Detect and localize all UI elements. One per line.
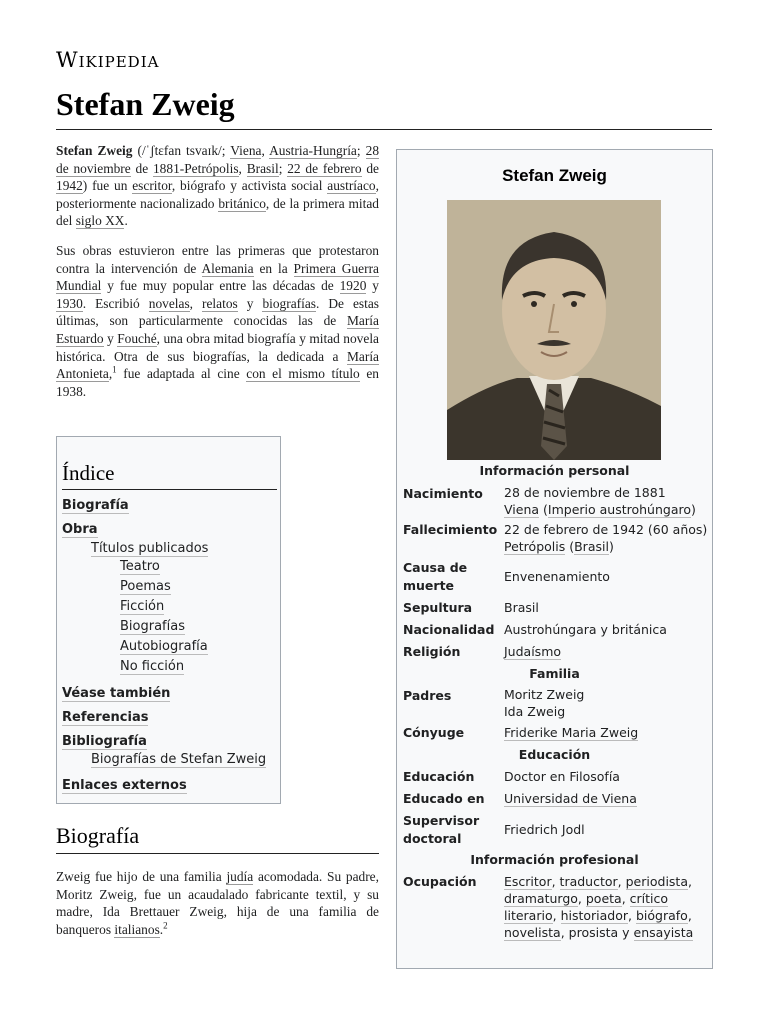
page-title: Stefan Zweig [56,86,712,130]
link-viena[interactable]: Viena [230,143,262,158]
portrait-photo[interactable] [447,200,661,460]
toc-item-biografia[interactable]: Biografía [62,498,129,513]
biography-paragraph: Zweig fue hijo de una familia judía acomodada. Su padre, Moritz Zweig, fue un acaudalado fabricante textil, y su madre, Ida Brettauer Zweig, hija de una familia de banqueros italianos.$^2$ [56,869,379,937]
link-critico-literario[interactable]: crítico literario [504,891,669,923]
link-judaismo[interactable]: Judaísmo [504,644,562,659]
link-fouche[interactable]: Fouché [117,330,157,346]
toc-item-teatro[interactable]: Teatro [120,559,160,574]
link-britanico[interactable]: británico [218,195,266,211]
value-nacionalidad: Austrohúngara y británica [504,622,667,637]
intro-paragraph-1: Stefan Zweig (/ˈʃtɛfan tsvaɪk/; Viena, Austria-Hungría; 28 de noviembre de 1881-Petrópolis, Brasil; 22 de febrero de 1942) fue un escritor, biógrafo y activista social austríaco, posteriormente nacionalizado británico, de la primera mitad del siglo XX. [56,143,380,229]
label-causa-de-muerte: Causa de muerte [403,560,468,593]
ipa-pronunciation[interactable]: /ˈʃtɛfan tsvaɪk/ [141,143,222,158]
link-austriaco[interactable]: austríaco [327,178,376,194]
value-causa-de-muerte: Envenenamiento [504,569,610,584]
link-maria-estuardo[interactable]: María Estuardo [56,313,379,346]
link-escritor[interactable]: escritor [132,178,172,194]
link-austria-hungria[interactable]: Austria-Hungría [269,143,357,158]
label-ocupacion: Ocupación [403,874,477,889]
section-familia: Familia [529,666,580,681]
link-escritor-occ[interactable]: Escritor [504,874,552,889]
link-universidad-de-viena[interactable]: Universidad de Viena [504,791,637,806]
label-conyuge: Cónyuge [403,725,465,740]
value-educado-en [504,790,709,807]
value-padres: Moritz Zweig Ida Zweig [504,687,585,719]
section-educacion: Educación [518,747,591,762]
link-judia[interactable]: judía [226,869,254,884]
label-nacimiento: Nacimiento [403,486,483,501]
section-informacion-profesional: Información profesional [470,852,639,867]
label-supervisor-doctoral: Supervisor doctoral [403,813,480,846]
link-periodista[interactable]: periodista [625,874,688,889]
link-death-year[interactable]: 1942 [56,178,83,194]
infobox-title: Stefan Zweig [502,166,607,185]
subject-name: Stefan Zweig [56,143,133,158]
intro-text [56,142,379,412]
value-religion [504,643,709,660]
link-imperio-austrohungaro[interactable]: Imperio austrohúngaro [547,502,691,517]
link-italianos[interactable]: italianos [114,921,160,937]
link-dramaturgo[interactable]: dramaturgo [504,891,578,906]
label-padres: Padres [403,688,452,703]
toc-item-biografias[interactable]: Biografías [120,619,185,634]
link-birth-year[interactable]: 1881-Petrópolis [152,160,239,176]
reference-1[interactable]: 1 [112,364,117,375]
link-novelista[interactable]: novelista [504,925,561,940]
value-nacimiento: 28 de noviembre de 1881 Viena (Imperio austrohúngaro) [504,485,696,517]
link-poeta[interactable]: poeta [585,891,622,906]
section-heading-biografia: Biografía [56,823,379,854]
link-siglo-xx[interactable]: siglo XX [75,213,125,229]
value-fallecimiento: 22 de febrero de 1942 (60 años) Petrópolis (Brasil) [504,522,708,554]
intro-paragraph-2: Sus obras estuvieron entre las primeras que protestaron contra la intervención de Alemania en la Primera Guerra Mundial y fue muy popular entre las décadas de 1920 y 1930. Escribió novelas, relatos y biografías. De estas últimas, son particularmente conocidas las de María Estuardo y Fouché, una obra mitad biografía y mitad novela histórica. Otra de sus biografías, la dedicada a María Antonieta,$^1$ fue adaptada al cine con el mismo título en 1938. [56,242,379,399]
toc-item-poemas[interactable]: Poemas [120,579,171,594]
link-viena-infobox[interactable]: Viena [504,502,540,517]
label-religion: Religión [403,644,461,659]
value-supervisor-doctoral: Friedrich Jodl [504,822,585,837]
link-ensayista[interactable]: ensayista [633,925,694,940]
link-primera-guerra-mundial[interactable]: Primera Guerra Mundial [56,260,379,294]
link-death-date[interactable]: 22 de febrero [287,160,362,176]
toc-item-no-ficcion[interactable]: No ficción [120,659,185,674]
toc-item-titulos-publicados[interactable]: Títulos publicados [91,541,209,556]
wikipedia-logo[interactable]: Wikipedia [56,48,160,72]
link-brasil[interactable]: Brasil [246,160,279,176]
link-maria-antonieta[interactable]: María Antonieta [56,348,379,382]
toc-item-biografias-de-stefan-zweig[interactable]: Biografías de Stefan Zweig [91,752,267,767]
toc-title: Índice [62,461,277,490]
link-novelas[interactable]: novelas [148,295,190,311]
link-brasil-infobox[interactable]: Brasil [574,539,609,554]
link-mismo-titulo[interactable]: con el mismo título [246,366,360,382]
portrait-image [447,200,661,460]
link-friderike-maria-zweig[interactable]: Friderike Maria Zweig [504,725,639,740]
label-educacion: Educación [403,769,475,784]
toc-item-bibliografia[interactable]: Bibliografía [62,734,147,749]
link-relatos[interactable]: relatos [202,295,238,311]
link-historiador[interactable]: historiador [560,908,629,923]
value-sepultura: Brasil [504,600,539,615]
value-ocupacion: Escritor, traductor, periodista, dramaturgo, poeta, crítico literario, historiador, biógrafo, novelista, prosista y ensayista [504,874,694,940]
reference-2[interactable]: 2 [163,920,168,931]
infobox [396,149,713,969]
link-1930[interactable]: 1930 [56,295,83,311]
value-conyuge [504,724,709,741]
toc-item-autobiografia[interactable]: Autobiografía [120,639,208,654]
toc-item-enlaces-externos[interactable]: Enlaces externos [62,778,187,793]
link-birth-date[interactable]: 28 de noviembre [56,143,380,176]
table-of-contents [56,436,281,804]
section-informacion-personal: Información personal [479,463,630,478]
toc-item-ficcion[interactable]: Ficción [120,599,165,614]
value-educacion: Doctor en Filosofía [504,769,620,784]
link-biografo[interactable]: biógrafo [635,908,688,923]
label-fallecimiento: Fallecimiento [403,522,498,537]
label-nacionalidad: Nacionalidad [403,622,495,637]
toc-item-obra[interactable]: Obra [62,522,98,537]
label-educado-en: Educado en [403,791,485,806]
link-1920[interactable]: 1920 [339,278,367,294]
link-biografias[interactable]: biografías [262,295,316,311]
link-petropolis[interactable]: Petrópolis [504,539,566,554]
link-traductor[interactable]: traductor [559,874,618,889]
label-sepultura: Sepultura [403,600,473,615]
link-alemania[interactable]: Alemania [201,260,254,276]
toc-item-vease-tambien[interactable]: Véase también [62,686,171,701]
toc-item-referencias[interactable]: Referencias [62,710,149,725]
